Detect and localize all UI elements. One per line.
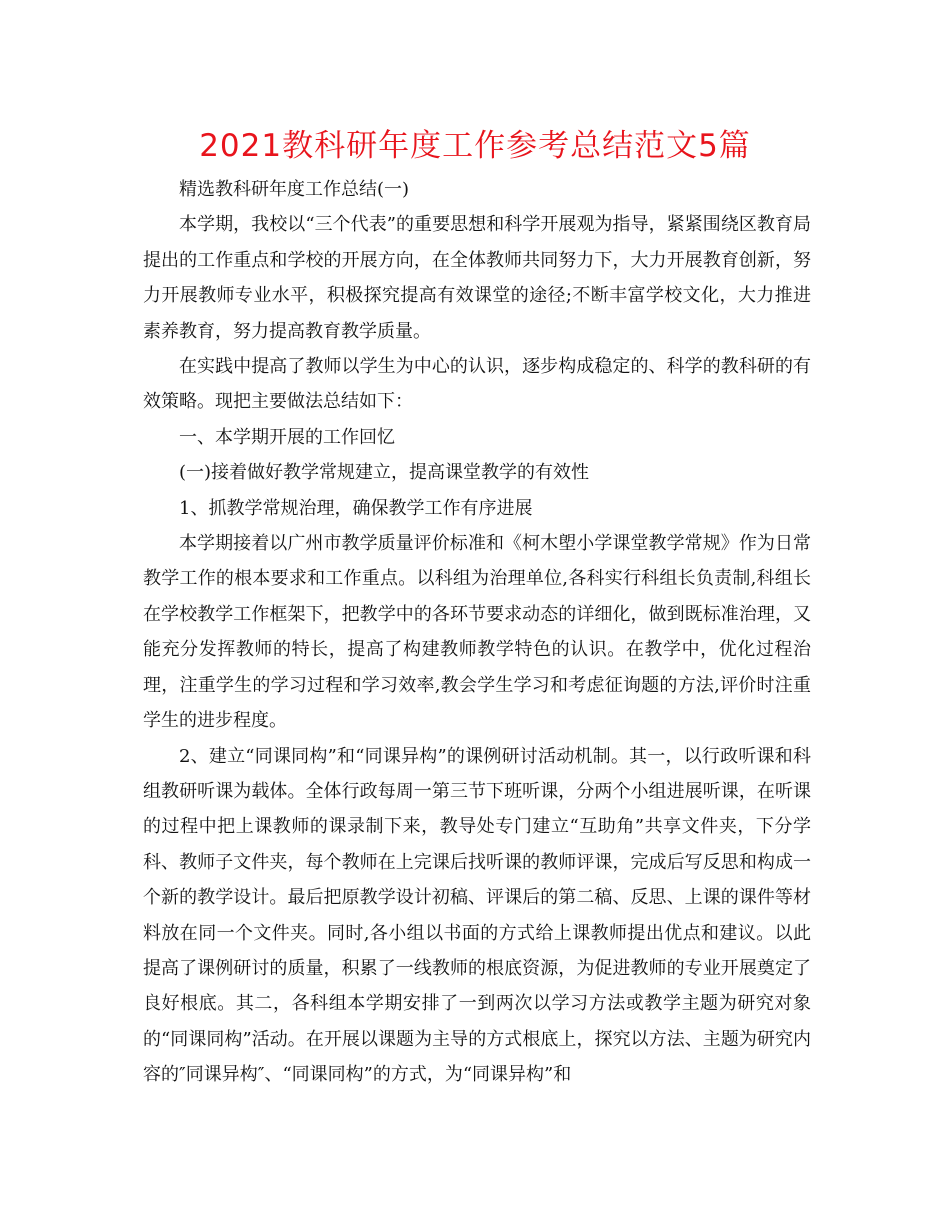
paragraph: 本学期接着以广州市教学质量评价标准和《柯木塱小学课堂教学常规》作为日常教学工作的根本要求和工作重点。以科组为治理单位,各科实行科组长负责制,科组长在学校教学工作框架下，把教学中的各环节要求动态的详细化，做到既标准治理，又能充分发挥教师的特长，提高了构建教师教学特色的认识。在教学中，优化过程治理，注重学生的学习过程和学习效率,教会学生学习和考虑征询题的方法,评价时注重学生的进步程度。 [143,533,811,732]
paragraph: 2、建立“同课同构”和“同课异构”的课例研讨活动机制。其一，以行政听课和科组教研听课为载体。全体行政每周一第三节下班听课，分两个小组进展听课，在听课的过程中把上课教师的课录制下来，教导处专门建立“互助角”共享文件夹，下分学科、教师子文件夹，每个教师在上完课后找听课的教师评课，完成后写反思和构成一个新的教学设计。最后把原教学设计初稿、评课后的第二稿、反思、上课的课件等材料放在同一个文件夹。同时,各小组以书面的方式给上课教师提出优点和建议。以此提高了课例研讨的质量，积累了一线教师的根底资源，为促进教师的专业开展奠定了良好根底。其二，各科组本学期安排了一到两次以学习方法或教学主题为研究对象的“同课同构”活动。在开展以课题为主导的方式根底上，探究以方法、主题为研究内容的″同课异构″、“同课同构”的方式，为“同课异构”和 [143,745,811,1086]
document-title: 2021教科研年度工作参考总结范文5篇 [199,128,751,164]
paragraph: 在实践中提高了教师以学生为中心的认识，逐步构成稳定的、科学的教科研的有效策略。现把主要做法总结如下： [143,356,811,413]
paragraph-section-heading: 精选教科研年度工作总结(一) [179,179,410,200]
document-body [143,172,811,1093]
paragraph-heading-level-2: (一)接着做好教学常规建立，提高课堂教学的有效性 [179,462,590,484]
paragraph-heading-level-3: 1、抓教学常规治理，确保教学工作有序进展 [179,497,533,519]
paragraph-heading-level-1: 一、本学期开展的工作回忆 [179,426,395,448]
paragraph: 本学期，我校以“三个代表”的重要思想和科学开展观为指导，紧紧围绕区教育局提出的工作重点和学校的开展方向，在全体教师共同努力下，大力开展教育创新，努力开展教师专业水平，积极探究提高有效课堂的途径;不断丰富学校文化，大力推进素养教育，努力提高教育教学质量。 [143,214,811,342]
